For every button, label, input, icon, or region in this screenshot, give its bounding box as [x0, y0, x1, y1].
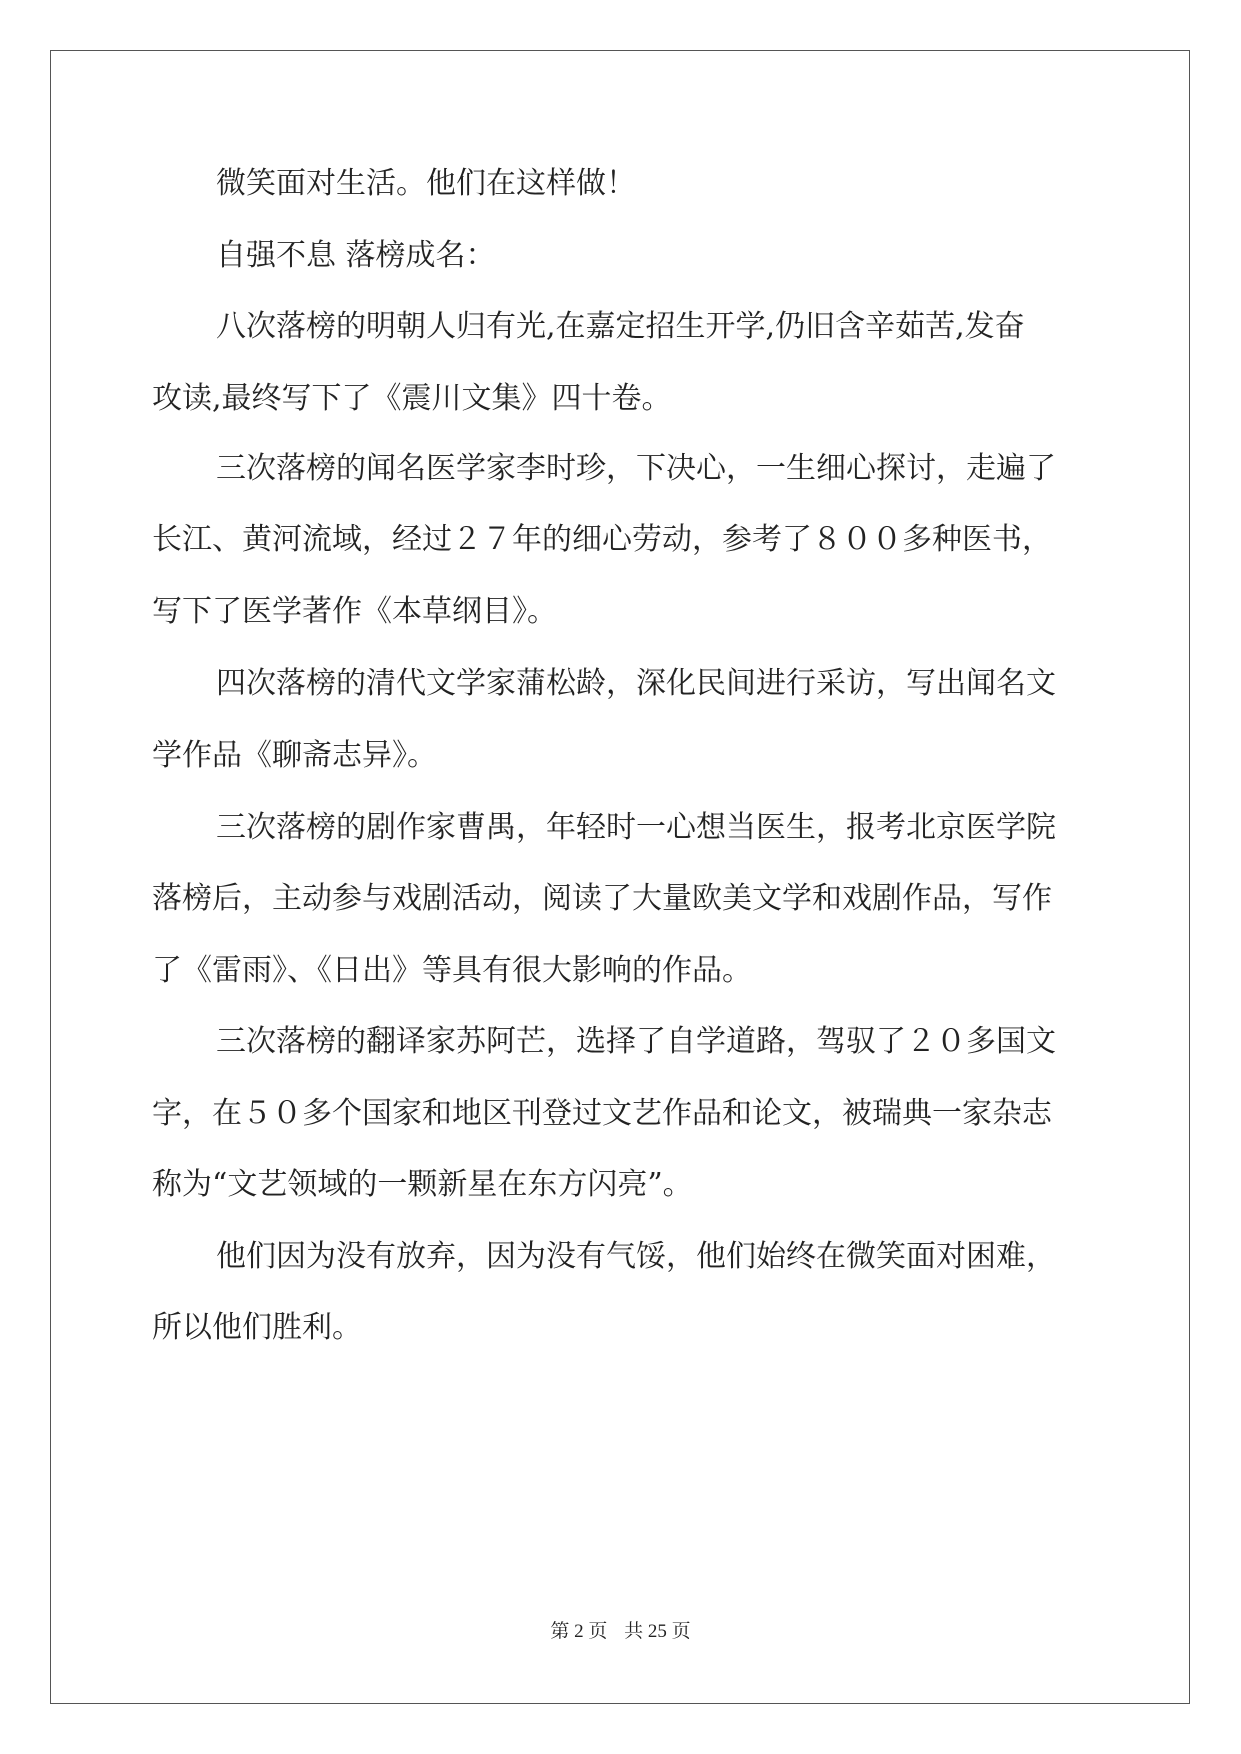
- paragraph-line: 了《雷雨》、《日出》等具有很大影响的作品。: [152, 953, 752, 988]
- page-total: 共 25 页: [624, 1621, 691, 1642]
- paragraph-line: 他们因为没有放弃，因为没有气馁，他们始终在微笑面对困难，: [216, 1239, 1056, 1274]
- paragraph-line: 微笑面对生活。他们在这样做！: [216, 166, 636, 201]
- paragraph-line: 攻读,最终写下了《震川文集》四十卷。: [152, 381, 672, 416]
- paragraph-line: 称为“文艺领域的一颗新星在东方闪亮”。: [152, 1167, 693, 1202]
- paragraph-line: 三次落榜的翻译家苏阿芒，选择了自学道路，驾驭了２０多国文: [216, 1024, 1056, 1059]
- paragraph-line: 字，在５０多个国家和地区刊登过文艺作品和论文，被瑞典一家杂志: [152, 1096, 1052, 1131]
- section-heading: 自强不息 落榜成名：: [216, 238, 496, 273]
- paragraph-line: 三次落榜的闻名医学家李时珍，下决心，一生细心探讨，走遍了: [216, 451, 1056, 486]
- paragraph-line: 四次落榜的清代文学家蒲松龄，深化民间进行采访，写出闻名文: [216, 666, 1056, 701]
- page-border: [50, 50, 1190, 1704]
- paragraph-line: 三次落榜的剧作家曹禺，年轻时一心想当医生，报考北京医学院: [216, 810, 1056, 845]
- paragraph-line: 八次落榜的明朝人归有光,在嘉定招生开学,仍旧含辛茹苦,发奋: [216, 309, 1025, 344]
- page-footer: [0, 1620, 1241, 1644]
- paragraph-line: 长江、黄河流域，经过２７年的细心劳动，参考了８００多种医书，: [152, 522, 1052, 557]
- paragraph-line: 所以他们胜利。: [152, 1310, 362, 1345]
- paragraph-line: 学作品《聊斋志异》。: [152, 738, 437, 773]
- paragraph-line: 落榜后，主动参与戏剧活动，阅读了大量欧美文学和戏剧作品，写作: [152, 881, 1052, 916]
- page-number: 第 2 页: [550, 1621, 608, 1642]
- paragraph-line: 写下了医学著作《本草纲目》。: [152, 594, 557, 629]
